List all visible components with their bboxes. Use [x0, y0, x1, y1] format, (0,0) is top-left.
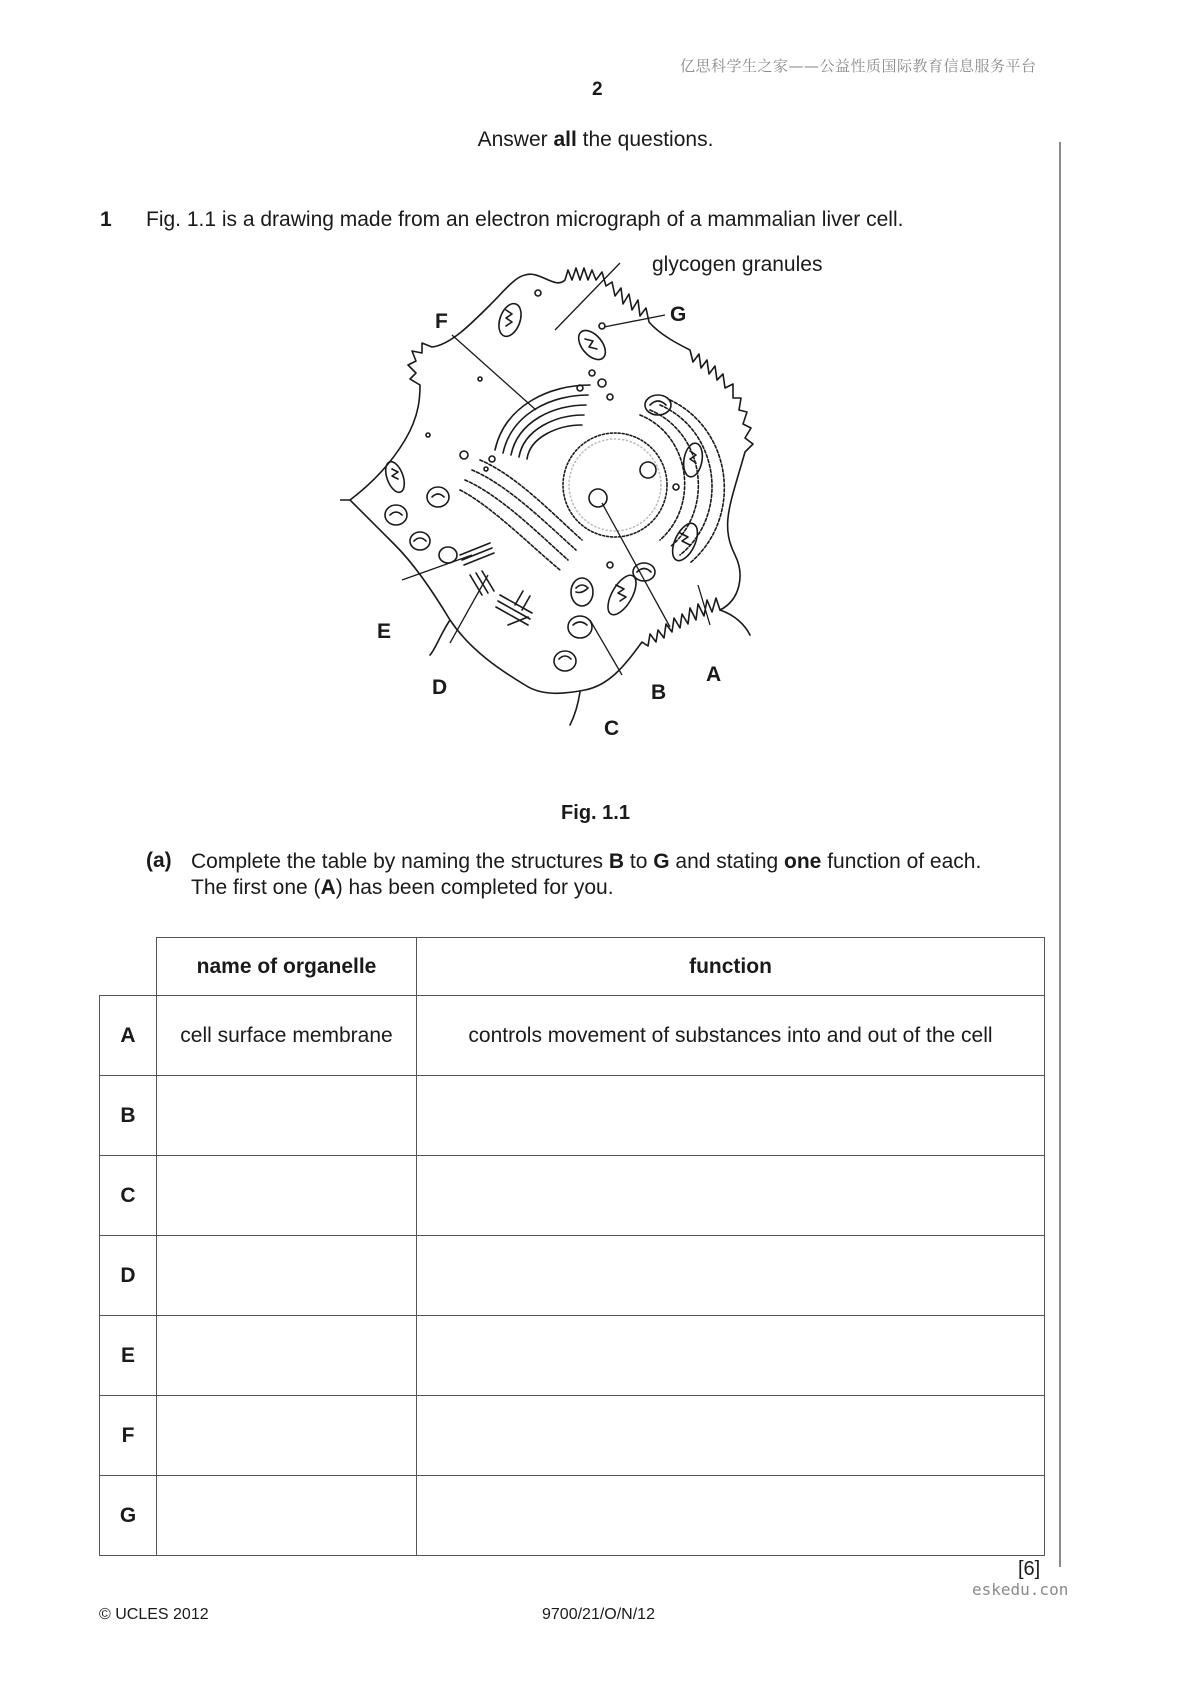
- part-a-bold-one: one: [784, 850, 822, 873]
- label-e: E: [377, 620, 392, 643]
- copyright: © UCLES 2012: [99, 1606, 209, 1623]
- function-answer-cell[interactable]: [417, 1316, 1045, 1396]
- nucleolus: [589, 489, 607, 507]
- label-f: F: [435, 310, 448, 333]
- table-row: [100, 1076, 1045, 1156]
- label-c: C: [604, 717, 620, 740]
- function-answer-cell[interactable]: [417, 1076, 1045, 1156]
- label-glycogen-granules: glycogen granules: [652, 255, 823, 276]
- label-b: B: [651, 681, 667, 704]
- table-header-row: [100, 938, 1045, 996]
- instruction-suffix: the questions.: [576, 128, 714, 151]
- organelle-answer-cell[interactable]: [157, 1396, 417, 1476]
- liver-cell-figure: [340, 255, 860, 795]
- part-a-text: [191, 849, 1051, 901]
- row-label: B: [100, 1076, 157, 1156]
- table-row: [100, 1396, 1045, 1476]
- table-row: [100, 1476, 1045, 1556]
- function-answer-cell[interactable]: [417, 1396, 1045, 1476]
- row-label: A: [100, 996, 157, 1076]
- part-a-text-5: The first one (: [191, 876, 321, 899]
- marks-allocation: [6]: [1018, 1558, 1041, 1580]
- instruction: [0, 128, 1191, 152]
- instruction-emphasis: all: [553, 128, 577, 151]
- part-a-text-1: Complete the table by naming the structures: [191, 850, 609, 873]
- organelle-answer-cell[interactable]: [157, 1316, 417, 1396]
- part-a-label: (a): [146, 849, 172, 872]
- cell-drawing: [340, 268, 753, 725]
- label-g: G: [670, 303, 687, 326]
- label-a: A: [706, 663, 722, 686]
- function-cell: controls movement of substances into and out of the cell: [417, 996, 1045, 1076]
- question-stem: Fig. 1.1 is a drawing made from an electron micrograph of a mammalian liver cell.: [146, 208, 904, 231]
- header-organelle: name of organelle: [157, 938, 417, 996]
- nucleus: [563, 433, 667, 537]
- part-a-text-4: function of each.: [821, 850, 982, 873]
- organelle-cell: cell surface membrane: [157, 996, 417, 1076]
- question-number: 1: [100, 208, 112, 231]
- function-answer-cell[interactable]: [417, 1236, 1045, 1316]
- paper-code: 9700/21/O/N/12: [542, 1606, 655, 1623]
- table-row: [100, 996, 1045, 1076]
- table-row: [100, 1236, 1045, 1316]
- function-answer-cell[interactable]: [417, 1476, 1045, 1556]
- answer-table: [99, 937, 1045, 1556]
- organelle-answer-cell[interactable]: [157, 1236, 417, 1316]
- cell-membrane: [350, 268, 753, 693]
- label-d: D: [432, 676, 448, 699]
- part-a-bold-a: A: [320, 876, 336, 899]
- watermark-header: 亿思科学生之家——公益性质国际教育信息服务平台: [680, 57, 1037, 75]
- page-number: 2: [592, 79, 603, 100]
- table-row: [100, 1316, 1045, 1396]
- organelle-answer-cell[interactable]: [157, 1476, 417, 1556]
- row-label: C: [100, 1156, 157, 1236]
- figure-caption: Fig. 1.1: [561, 802, 630, 824]
- part-a-text-3: and stating: [669, 850, 785, 873]
- part-a-text-6: ) has been completed for you.: [335, 876, 614, 899]
- organelle-answer-cell[interactable]: [157, 1076, 417, 1156]
- watermark-footer: eskedu.con: [972, 1580, 1069, 1599]
- mitochondria: [382, 301, 705, 671]
- row-label: D: [100, 1236, 157, 1316]
- part-a-bold-b: B: [608, 850, 625, 873]
- part-a-bold-g: G: [653, 850, 670, 873]
- row-label: G: [100, 1476, 157, 1556]
- organelle-answer-cell[interactable]: [157, 1156, 417, 1236]
- instruction-prefix: Answer: [477, 128, 554, 151]
- margin-rule: [1059, 142, 1061, 1567]
- row-label: E: [100, 1316, 157, 1396]
- row-label: F: [100, 1396, 157, 1476]
- table-corner: [100, 938, 157, 996]
- header-function: function: [417, 938, 1045, 996]
- part-a-text-2: to: [624, 850, 654, 873]
- table-row: [100, 1156, 1045, 1236]
- function-answer-cell[interactable]: [417, 1156, 1045, 1236]
